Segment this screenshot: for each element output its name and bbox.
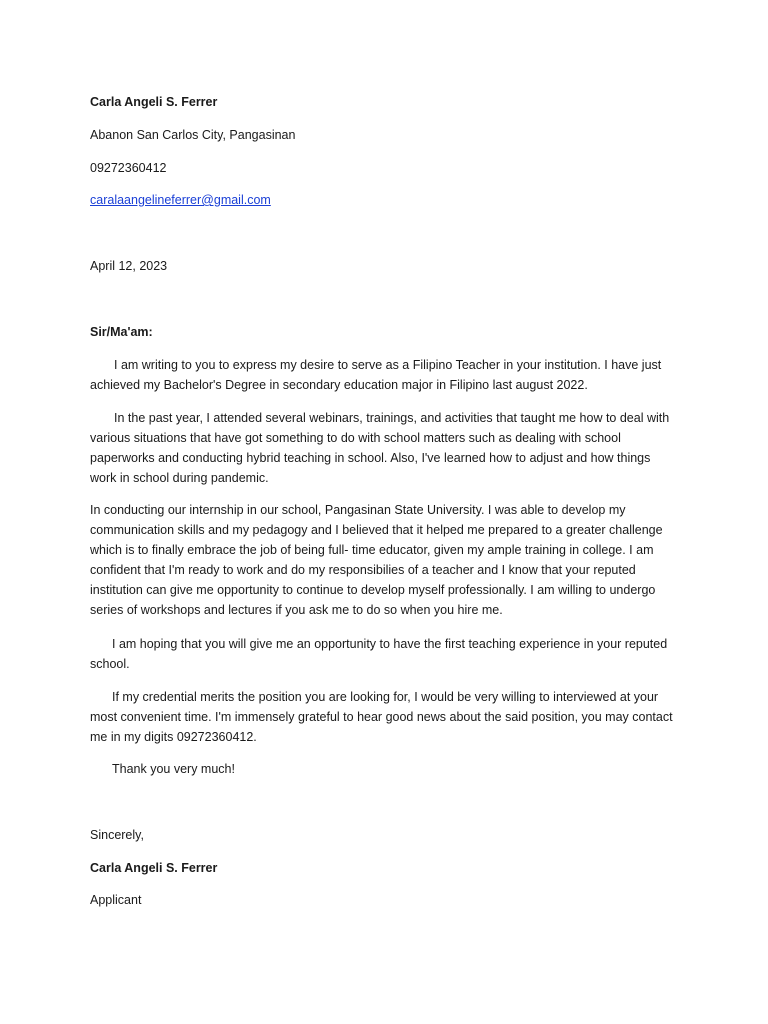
closing: Sincerely, — [90, 828, 144, 842]
sender-name: Carla Angeli S. Ferrer — [90, 95, 218, 109]
email-link[interactable]: caralaangelineferrer@gmail.com — [90, 193, 271, 207]
body-paragraph-1: I am writing to you to express my desire to serve as a Filipino Teacher in your institution. I have just achieved my Bachelor's Degree in secondary education major in Filipino last august 2022. — [90, 358, 662, 392]
body-paragraph-5: If my credential merits the position you are looking for, I would be very willing to interviewed at your most convenient time. I'm immensely grateful to hear good news about the said position, you may contact me in my digits 09272360412. — [90, 690, 673, 744]
letter-date: April 12, 2023 — [90, 259, 168, 273]
body-paragraph-2: In the past year, I attended several webinars, trainings, and activities that taught me how to deal with various situations that have got something to do with school matters such as dealing with school paperworks and conducting hybrid teaching in school. Also, I've learned how to adjust and how things work in school during pandemic. — [90, 411, 670, 485]
sender-email — [90, 190, 271, 210]
sender-address: Abanon San Carlos City, Pangasinan — [90, 128, 296, 142]
sender-phone: 09272360412 — [90, 161, 167, 175]
body-paragraph-3: In conducting our internship in our school, Pangasinan State University. I was able to develop my communication skills and my pedagogy and I believed that it helped me prepared to a greater challenge which is to finally embrace the job of being full- time educator, given my ample training in college. I am confident that I'm ready to work and do my responsibilies of a teacher and I know that your reputed institution can give me opportunity to continue to develop myself professionally. I am willing to undergo series of workshops and lectures if you ask me to do so when you hire me. — [90, 503, 663, 617]
body-paragraph-4: I am hoping that you will give me an opportunity to have the first teaching experience in your reputed school. — [90, 637, 668, 671]
signature-title: Applicant — [90, 893, 142, 907]
signature-name: Carla Angeli S. Ferrer — [90, 861, 218, 875]
body-paragraph-6: Thank you very much! — [112, 762, 235, 776]
salutation: Sir/Ma'am: — [90, 325, 153, 339]
